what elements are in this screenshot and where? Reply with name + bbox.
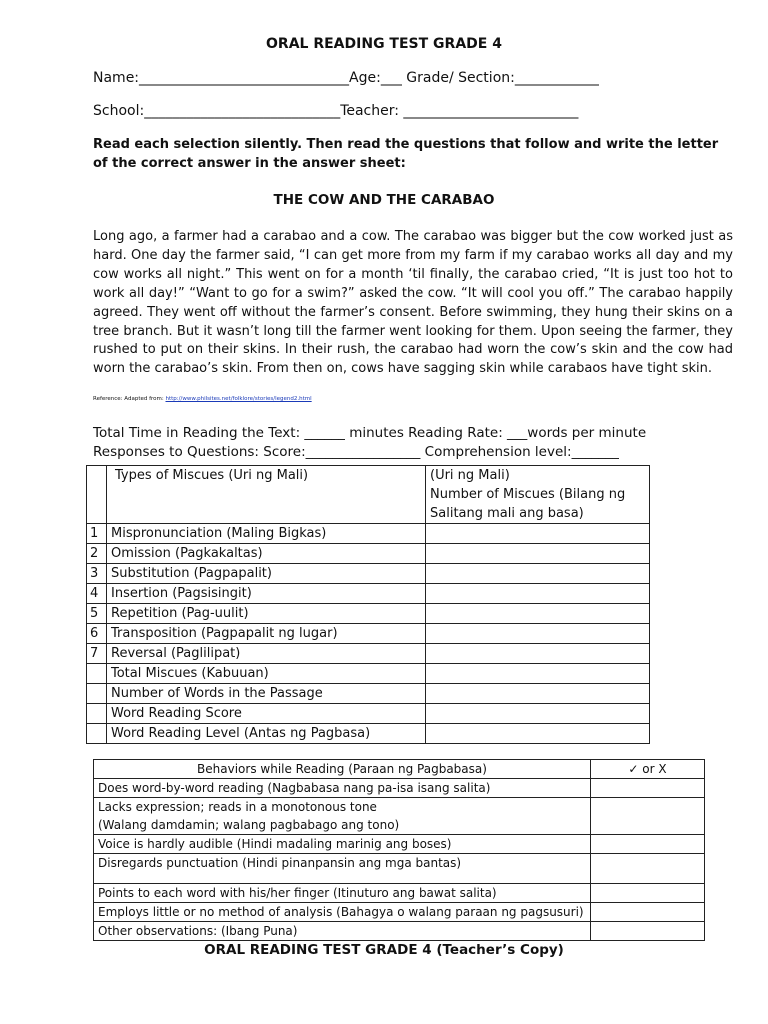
miscue-row [87,544,650,564]
miscue-row [87,684,650,704]
behavior-row [94,903,705,922]
miscue-count-header-line1: (Uri ng Mali) [430,468,510,483]
miscue-row [87,604,650,624]
reference-note [93,396,312,402]
miscue-row-type: Mispronunciation (Maling Bigkas) [107,524,426,544]
reference-link[interactable]: http://www.philsites.net/folklore/stories/legend2.html [165,396,312,402]
behavior-row [94,835,705,854]
miscue-row-type: Transposition (Pagpapalit ng lugar) [107,624,426,644]
miscue-row-count-cell[interactable] [426,704,650,724]
miscue-row-count-cell[interactable] [426,584,650,604]
reading-time-line: Total Time in Reading the Text: ______ minutes Reading Rate: ___words per minute [93,425,647,441]
instructions: Read each selection silently. Then read the questions that follow and write the letter of the correct answer in the answer sheet: [93,137,719,171]
miscue-row-num [87,684,107,704]
behavior-label-line1: Employs little or no method of analysis (Bahagya o walang paraan ng pagsusuri) [98,905,584,919]
miscue-row-count-cell[interactable] [426,684,650,704]
footer-title: ORAL READING TEST GRADE 4 (Teacher’s Copy) [204,942,564,958]
miscue-row-count-cell[interactable] [426,644,650,664]
page-title: ORAL READING TEST GRADE 4 [266,36,502,52]
miscue-row-type: Omission (Pagkakaltas) [107,544,426,564]
behavior-label-line1: Does word-by-word reading (Nagbabasa nang pa-isa isang salita) [98,781,491,795]
behavior-row [94,854,705,884]
miscue-num-header [87,466,107,524]
miscue-row [87,704,650,724]
behavior-row [94,779,705,798]
check-header: ✓ or X [591,760,705,779]
miscue-row-num: 6 [87,624,107,644]
comprehension-line: Responses to Questions: Score:_________________ Comprehension level:_______ [93,444,619,460]
behavior-label [94,835,591,854]
miscue-row-num: 3 [87,564,107,584]
behavior-label-line2: (Walang damdamin; walang pagbabago ang tono) [98,818,400,832]
miscue-count-header-line3: Salitang mali ang basa) [430,506,584,521]
miscue-row-type: Insertion (Pagsisingit) [107,584,426,604]
behavior-label [94,884,591,903]
miscue-row [87,664,650,684]
story-text: Long ago, a farmer had a carabao and a cow. The carabao was bigger but the cow worked just as hard. One day the farmer said, “I can get more from my farm if my carabao works all day and my cow works all night.” This went on for a month ‘til finally, the carabao cried, “It is just too hot to work all day!” “Want to go for a swim?” asked the cow. “It will cool you off.” The carabao happily agreed. They went off without the farmer’s consent. Before swimming, they hung their skins on a tree branch. But it wasn’t long till the farmer went looking for them. Upon seeing the farmer, they rushed to put on their skins. In their rush, the carabao had worn the cow’s skin and the cow had worn the carabao’s skin. From then on, cows have sagging skin while carabaos have tight skin. [93,229,733,377]
miscue-row-type: Reversal (Paglilipat) [107,644,426,664]
behavior-row [94,798,705,835]
miscue-row-num: 7 [87,644,107,664]
miscue-row-type: Repetition (Pag-uulit) [107,604,426,624]
miscue-row-count-cell[interactable] [426,544,650,564]
miscue-row [87,584,650,604]
miscue-row [87,524,650,544]
miscue-row-num: 1 [87,524,107,544]
behavior-check-cell[interactable] [591,854,705,884]
story-title: THE COW AND THE CARABAO [273,192,495,208]
behavior-check-cell[interactable] [591,903,705,922]
behavior-table-header [94,760,705,779]
miscue-row-num [87,724,107,744]
miscue-row-num [87,704,107,724]
name-age-section-line: Name:______________________________Age:___ Grade/ Section:____________ [93,70,599,86]
behavior-label-line1: Points to each word with his/her finger (Itinuturo ang bawat salita) [98,886,497,900]
miscue-count-header [426,466,650,524]
behavior-label [94,854,591,884]
miscue-row-type: Word Reading Level (Antas ng Pagbasa) [107,724,426,744]
miscue-row-type: Total Miscues (Kabuuan) [107,664,426,684]
miscue-row-count-cell[interactable] [426,524,650,544]
miscue-type-header: Types of Miscues (Uri ng Mali) [107,466,426,524]
miscue-row-type: Word Reading Score [107,704,426,724]
behavior-label [94,779,591,798]
behavior-check-cell[interactable] [591,884,705,903]
miscue-row [87,624,650,644]
miscue-row-count-cell[interactable] [426,624,650,644]
behavior-check-cell[interactable] [591,922,705,941]
behavior-label-line1: Disregards punctuation (Hindi pinanpansin ang mga bantas) [98,856,462,870]
school-teacher-line: School:____________________________Teacher: _________________________ [93,103,579,119]
behavior-table [93,759,705,941]
behavior-row [94,884,705,903]
miscue-row [87,724,650,744]
miscue-row-num: 4 [87,584,107,604]
miscue-row [87,564,650,584]
miscue-row-num: 5 [87,604,107,624]
miscue-table-header [87,466,650,524]
behavior-label [94,798,591,835]
miscue-row [87,644,650,664]
behavior-check-cell[interactable] [591,835,705,854]
miscue-row-type: Number of Words in the Passage [107,684,426,704]
miscue-count-header-line2: Number of Miscues (Bilang ng [430,487,626,502]
behavior-label-line1: Voice is hardly audible (Hindi madaling marinig ang boses) [98,837,452,851]
behavior-label [94,922,591,941]
miscue-row-num: 2 [87,544,107,564]
miscue-table [86,465,650,744]
miscue-row-count-cell[interactable] [426,724,650,744]
miscue-row-type: Substitution (Pagpapalit) [107,564,426,584]
behavior-check-cell[interactable] [591,798,705,835]
miscue-row-count-cell[interactable] [426,604,650,624]
miscue-row-count-cell[interactable] [426,564,650,584]
miscue-row-num [87,664,107,684]
reference-label: Reference: Adapted from: [93,396,166,402]
behavior-label-line1: Other observations: (Ibang Puna) [98,924,298,938]
behavior-label-line1: Lacks expression; reads in a monotonous tone [98,800,377,814]
behavior-header: Behaviors while Reading (Paraan ng Pagbabasa) [94,760,591,779]
behavior-check-cell[interactable] [591,779,705,798]
miscue-row-count-cell[interactable] [426,664,650,684]
behavior-row [94,922,705,941]
behavior-label [94,903,591,922]
